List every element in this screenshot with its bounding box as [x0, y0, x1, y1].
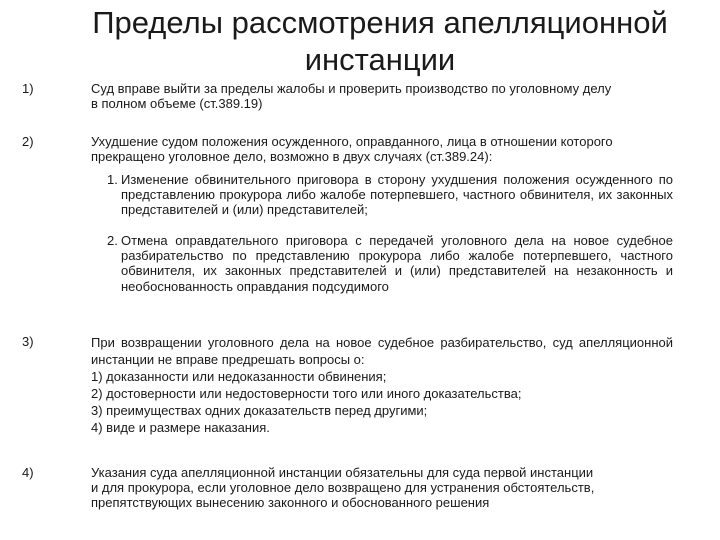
slide-title-line-2: инстанции [304, 42, 456, 77]
item-2-number: 2) [22, 134, 34, 149]
item-2-text: Ухудшение судом положения осужденного, оправданного, лица в отношении которого прекращено уголовное дело, возможно в двух случаях (ст.389.24): [91, 134, 613, 165]
item-3-number: 3) [22, 334, 34, 349]
slide-title-line-1: Пределы рассмотрения апелляционной [92, 5, 668, 40]
item-3-line-4: 4) виде и размере наказания. [91, 420, 270, 435]
slide-title [40, 4, 720, 78]
item-4-number: 4) [22, 465, 34, 480]
item-2-subitem-2-number: 2. [107, 233, 118, 248]
item-1-text: Суд вправе выйти за пределы жалобы и проверить производство по уголовному делу в полном объеме (ст.389.19) [91, 81, 612, 112]
item-2-subitem-1-text: Изменение обвинительного приговора в сторону ухудшения положения осужденного по представлению прокурора либо жалобе потерпевшего, частного обвинителя, их законных представителей и (или) представителей; [121, 172, 673, 218]
item-1-number: 1) [22, 81, 34, 96]
item-3-line-3: 3) преимуществах одних доказательств перед другими; [91, 403, 428, 418]
item-3-text: При возвращении уголовного дела на новое судебное разбирательство, суд апелляционной инстанции не вправе предрешать вопросы о: [91, 335, 673, 367]
item-2-subitem-2-text: Отмена оправдательного приговора с передачей уголовного дела на новое судебное разбирательство по представлению прокурора либо жалобе потерпевшего, частного обвинителя, их законных представителей и (или) представителей на незаконность и необоснованность оправдания подсудимого [121, 233, 673, 294]
item-3-block [91, 334, 673, 436]
item-2-subitem-1-number: 1. [107, 172, 118, 187]
item-4-text: Указания суда апелляционной инстанции обязательны для суда первой инстанции и для прокурора, если уголовное дело возвращено для устранения обстоятельств, препятствующих вынесению законного и обоснованного решения [91, 465, 595, 511]
item-3-line-1: 1) доказанности или недоказанности обвинения; [91, 369, 387, 384]
item-3-line-2: 2) достоверности или недостоверности того или иного доказательства; [91, 386, 522, 401]
